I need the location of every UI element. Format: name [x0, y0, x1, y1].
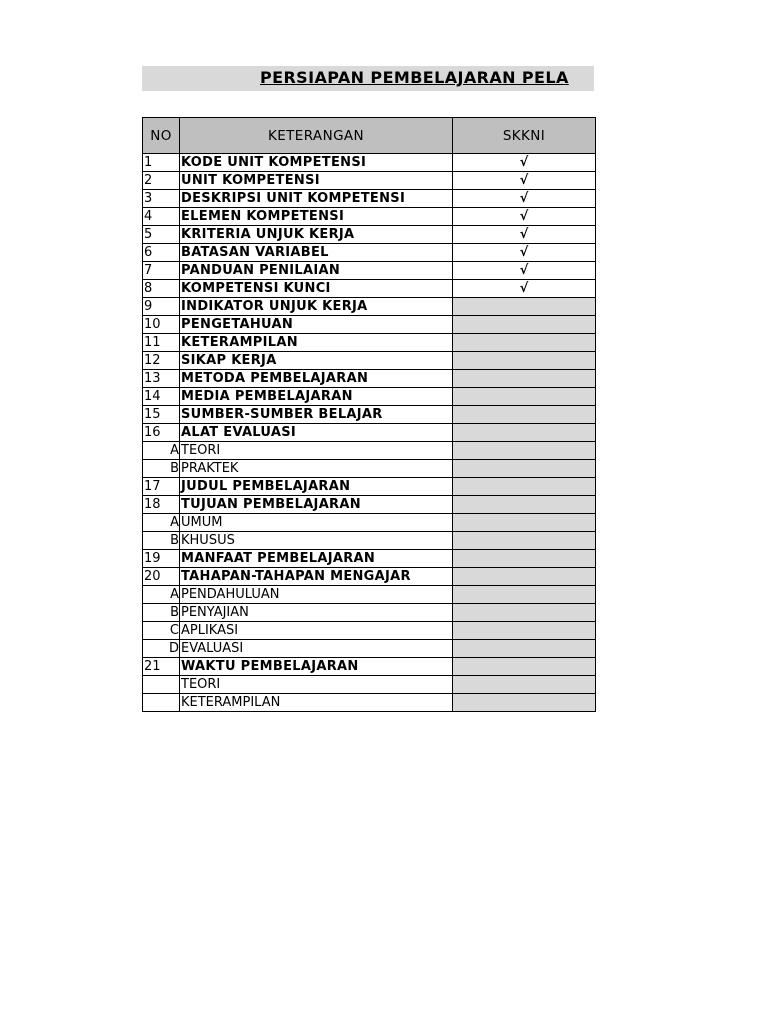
row-label-cell: KOMPETENSI KUNCI: [180, 280, 453, 298]
skkni-empty-cell: [453, 352, 596, 370]
row-label-cell: TUJUAN PEMBELAJARAN: [180, 496, 453, 514]
row-number-cell: 12: [143, 352, 180, 370]
row-label-cell: JUDUL PEMBELAJARAN: [180, 478, 453, 496]
row-label-cell: KHUSUS: [180, 532, 453, 550]
table-row: [143, 622, 596, 640]
row-label-cell: APLIKASI: [180, 622, 453, 640]
row-number-cell: 15: [143, 406, 180, 424]
row-label-cell: KODE UNIT KOMPETENSI: [180, 154, 453, 172]
table-row: [143, 406, 596, 424]
table-row: [143, 640, 596, 658]
table-row: [143, 208, 596, 226]
skkni-empty-cell: [453, 442, 596, 460]
row-label-cell: SUMBER-SUMBER BELAJAR: [180, 406, 453, 424]
row-number-cell: 17: [143, 478, 180, 496]
skkni-empty-cell: [453, 460, 596, 478]
table-row: [143, 514, 596, 532]
skkni-empty-cell: [453, 424, 596, 442]
row-number-cell: 14: [143, 388, 180, 406]
skkni-checkmark-cell: √: [453, 262, 596, 280]
row-label-cell: INDIKATOR UNJUK KERJA: [180, 298, 453, 316]
skkni-empty-cell: [453, 478, 596, 496]
skkni-empty-cell: [453, 694, 596, 712]
table-row: [143, 496, 596, 514]
row-label-cell: ELEMEN KOMPETENSI: [180, 208, 453, 226]
row-label-cell: METODA PEMBELAJARAN: [180, 370, 453, 388]
table-row: [143, 568, 596, 586]
skkni-checkmark-cell: √: [453, 172, 596, 190]
row-label-cell: UMUM: [180, 514, 453, 532]
row-number-cell: A: [143, 586, 180, 604]
row-number-cell: [143, 676, 180, 694]
row-number-cell: 16: [143, 424, 180, 442]
skkni-empty-cell: [453, 406, 596, 424]
row-number-cell: 18: [143, 496, 180, 514]
skkni-empty-cell: [453, 316, 596, 334]
skkni-empty-cell: [453, 604, 596, 622]
table-row: [143, 424, 596, 442]
row-label-cell: MANFAAT PEMBELAJARAN: [180, 550, 453, 568]
row-number-cell: 7: [143, 262, 180, 280]
row-label-cell: TAHAPAN-TAHAPAN MENGAJAR: [180, 568, 453, 586]
row-label-cell: EVALUASI: [180, 640, 453, 658]
document-title: PERSIAPAN PEMBELAJARAN PELA: [260, 68, 569, 87]
table-row: [143, 298, 596, 316]
row-label-cell: TEORI: [180, 676, 453, 694]
table-row: [143, 154, 596, 172]
row-label-cell: PRAKTEK: [180, 460, 453, 478]
table-row: [143, 190, 596, 208]
row-number-cell: 19: [143, 550, 180, 568]
row-label-cell: KETERAMPILAN: [180, 334, 453, 352]
skkni-empty-cell: [453, 586, 596, 604]
skkni-empty-cell: [453, 334, 596, 352]
row-label-cell: ALAT EVALUASI: [180, 424, 453, 442]
row-number-cell: 10: [143, 316, 180, 334]
table-row: [143, 370, 596, 388]
header-no: NO: [143, 118, 180, 154]
skkni-checkmark-cell: √: [453, 244, 596, 262]
row-number-cell: A: [143, 442, 180, 460]
table-row: [143, 172, 596, 190]
table-body: [143, 154, 596, 712]
table-row: [143, 550, 596, 568]
row-number-cell: 2: [143, 172, 180, 190]
row-number-cell: 13: [143, 370, 180, 388]
skkni-empty-cell: [453, 550, 596, 568]
row-number-cell: 21: [143, 658, 180, 676]
skkni-empty-cell: [453, 370, 596, 388]
table-row: [143, 316, 596, 334]
row-number-cell: B: [143, 460, 180, 478]
header-skkni: SKKNI: [453, 118, 596, 154]
header-keterangan: KETERANGAN: [180, 118, 453, 154]
row-label-cell: UNIT KOMPETENSI: [180, 172, 453, 190]
row-number-cell: 3: [143, 190, 180, 208]
skkni-checkmark-cell: √: [453, 226, 596, 244]
skkni-empty-cell: [453, 298, 596, 316]
skkni-empty-cell: [453, 658, 596, 676]
table-row: [143, 586, 596, 604]
row-number-cell: 20: [143, 568, 180, 586]
skkni-checkmark-cell: √: [453, 280, 596, 298]
row-label-cell: KRITERIA UNJUK KERJA: [180, 226, 453, 244]
table-row: [143, 280, 596, 298]
row-number-cell: B: [143, 532, 180, 550]
table-row: [143, 226, 596, 244]
row-number-cell: 1: [143, 154, 180, 172]
table-row: [143, 658, 596, 676]
skkni-checkmark-cell: √: [453, 154, 596, 172]
row-number-cell: 6: [143, 244, 180, 262]
skkni-empty-cell: [453, 676, 596, 694]
row-label-cell: PANDUAN PENILAIAN: [180, 262, 453, 280]
row-label-cell: DESKRIPSI UNIT KOMPETENSI: [180, 190, 453, 208]
row-number-cell: A: [143, 514, 180, 532]
skkni-empty-cell: [453, 622, 596, 640]
skkni-checkmark-cell: √: [453, 208, 596, 226]
checklist-table: [142, 117, 596, 712]
row-number-cell: 8: [143, 280, 180, 298]
row-number-cell: [143, 694, 180, 712]
row-label-cell: PENGETAHUAN: [180, 316, 453, 334]
row-label-cell: PENDAHULUAN: [180, 586, 453, 604]
skkni-empty-cell: [453, 568, 596, 586]
row-label-cell: BATASAN VARIABEL: [180, 244, 453, 262]
row-number-cell: D: [143, 640, 180, 658]
row-label-cell: PENYAJIAN: [180, 604, 453, 622]
row-label-cell: SIKAP KERJA: [180, 352, 453, 370]
table-row: [143, 604, 596, 622]
table-row: [143, 352, 596, 370]
table-row: [143, 244, 596, 262]
title-bar: [142, 66, 594, 91]
row-label-cell: MEDIA PEMBELAJARAN: [180, 388, 453, 406]
table-row: [143, 388, 596, 406]
row-number-cell: 11: [143, 334, 180, 352]
row-number-cell: 4: [143, 208, 180, 226]
row-number-cell: B: [143, 604, 180, 622]
skkni-empty-cell: [453, 640, 596, 658]
table-row: [143, 478, 596, 496]
skkni-empty-cell: [453, 496, 596, 514]
row-label-cell: WAKTU PEMBELAJARAN: [180, 658, 453, 676]
table-row: [143, 532, 596, 550]
row-number-cell: 9: [143, 298, 180, 316]
row-number-cell: 5: [143, 226, 180, 244]
table-row: [143, 460, 596, 478]
table-row: [143, 334, 596, 352]
table-row: [143, 694, 596, 712]
header-row: [143, 118, 596, 154]
skkni-checkmark-cell: √: [453, 190, 596, 208]
row-label-cell: TEORI: [180, 442, 453, 460]
skkni-empty-cell: [453, 388, 596, 406]
skkni-empty-cell: [453, 532, 596, 550]
row-label-cell: KETERAMPILAN: [180, 694, 453, 712]
table-row: [143, 676, 596, 694]
skkni-empty-cell: [453, 514, 596, 532]
table-row: [143, 442, 596, 460]
row-number-cell: C: [143, 622, 180, 640]
table-row: [143, 262, 596, 280]
